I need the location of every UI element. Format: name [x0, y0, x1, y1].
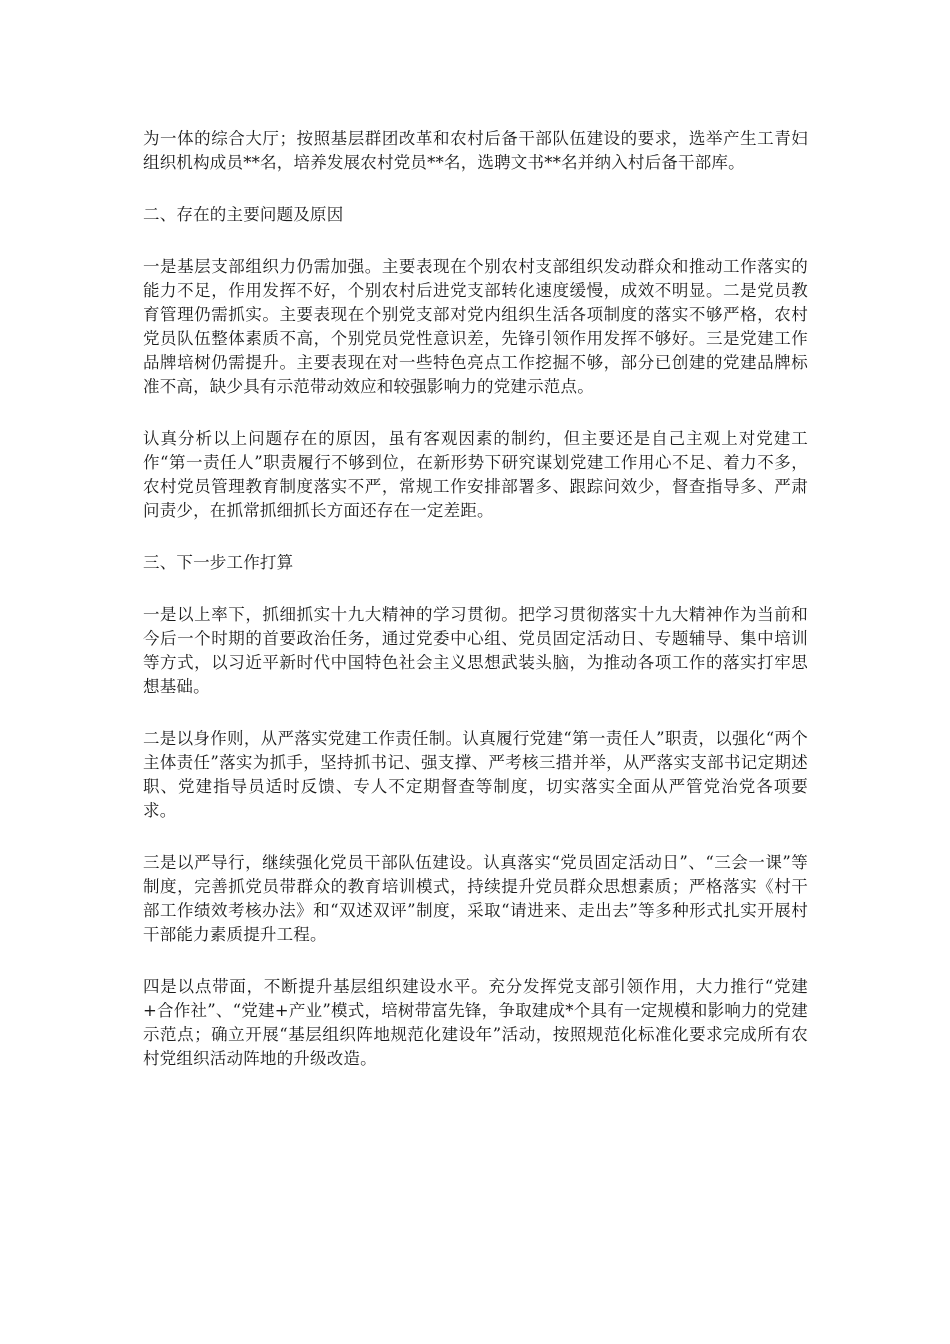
- paragraph-step-one: 一是以上率下，抓细抓实十九大精神的学习贯彻。把学习贯彻落实十九大精神作为当前和今后一个时期的首要政治任务，通过党委中心组、党员固定活动日、专题辅导、集中培训等方式，以习近平新时代中国特色社会主义思想武装头脑，为推动各项工作的落实打牢思想基础。: [143, 605, 808, 696]
- paragraph-intro-continuation: 为一体的综合大厅；按照基层群团改革和农村后备干部队伍建设的要求，选举产生工青妇组织机构成员**名，培养发展农村党员**名，选聘文书**名并纳入村后备干部库。: [143, 129, 808, 172]
- paragraph-step-three: 三是以严导行，继续强化党员干部队伍建设。认真落实“党员固定活动日”、“三会一课”等制度，完善抓党员带群众的教育培训模式，持续提升党员群众思想素质；严格落实《村干部工作绩效考核办法》和“双述双评”制度，采取“请进来、走出去”等多种形式扎实开展村干部能力素质提升工程。: [143, 853, 808, 944]
- paragraph-step-two: 二是以身作则，从严落实党建工作责任制。认真履行党建“第一责任人”职责，以强化“两个主体责任”落实为抓手，坚持抓书记、强支撑、严考核三措并举，从严落实支部书记定期述职、党建指导员适时反馈、专人不定期督查等制度，切实落实全面从严管党治党各项要求。: [143, 729, 808, 820]
- section-heading-next-steps: 三、下一步工作打算: [143, 553, 294, 572]
- document-page: [143, 127, 808, 1071]
- paragraph-causes: 认真分析以上问题存在的原因，虽有客观因素的制约，但主要还是自己主观上对党建工作“第一责任人”职责履行不够到位，在新形势下研究谋划党建工作用心不足、着力不多，农村党员管理教育制度落实不严，常规工作安排部署多、跟踪问效少，督查指导多、严肃问责少，在抓常抓细抓长方面还存在一定差距。: [143, 429, 808, 520]
- paragraph-step-four: 四是以点带面，不断提升基层组织建设水平。充分发挥党支部引领作用，大力推行“党建+合作社”、“党建+产业”模式，培树带富先锋，争取建成*个具有一定规模和影响力的党建示范点；确立开展“基层组织阵地规范化建设年”活动，按照规范化标准化要求完成所有农村党组织活动阵地的升级改造。: [143, 977, 808, 1068]
- section-heading-problems: 二、存在的主要问题及原因: [143, 205, 344, 224]
- paragraph-problems: 一是基层支部组织力仍需加强。主要表现在个别农村支部组织发动群众和推动工作落实的能力不足，作用发挥不好，个别农村后进党支部转化速度缓慢，成效不明显。二是党员教育管理仍需抓实。主要表现在个别党支部对党内组织生活各项制度的落实不够严格，农村党员队伍整体素质不高，个别党员党性意识差，先锋引领作用发挥不够好。三是党建工作品牌培树仍需提升。主要表现在对一些特色亮点工作挖掘不够，部分已创建的党建品牌标准不高，缺少具有示范带动效应和较强影响力的党建示范点。: [143, 257, 808, 396]
